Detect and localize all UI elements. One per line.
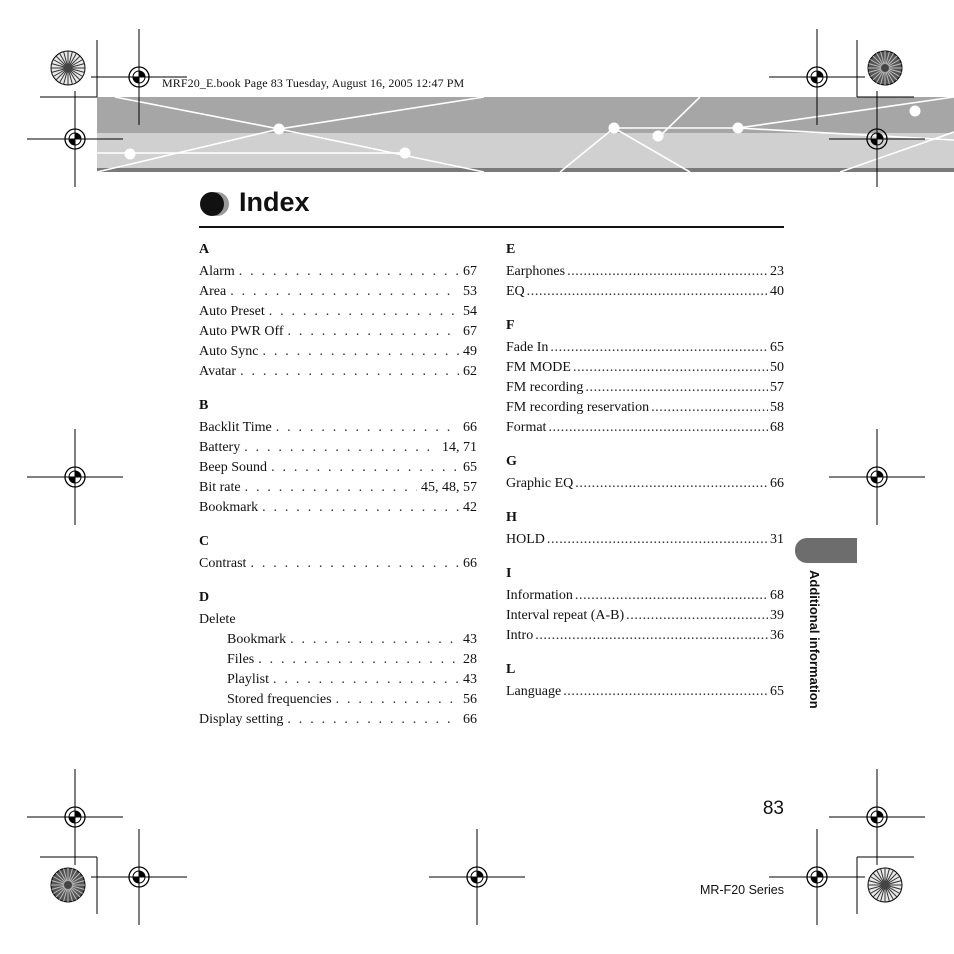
dot-leader (263, 342, 460, 362)
index-entry (199, 262, 477, 282)
index-page-ref: 67 (463, 264, 477, 279)
index-entry (506, 530, 784, 550)
index-column-right (506, 240, 784, 702)
index-letter: A (199, 242, 210, 257)
dot-leader (651, 398, 768, 418)
index-entry (506, 282, 784, 302)
color-wheel-icon (51, 51, 85, 85)
index-page-ref: 56 (463, 692, 477, 707)
index-page-ref: 65 (770, 340, 784, 355)
index-term: Delete (199, 612, 236, 627)
dot-leader (548, 418, 768, 438)
index-page-ref: 43 (463, 632, 477, 647)
index-entry (199, 438, 477, 458)
dot-leader (585, 378, 768, 398)
index-term: Alarm (199, 264, 235, 279)
index-letter: F (506, 318, 515, 333)
index-page-ref: 53 (463, 284, 477, 299)
index-term: FM MODE (506, 360, 571, 375)
index-page-ref: 66 (463, 712, 477, 727)
index-page-ref: 68 (770, 420, 784, 435)
dot-leader (575, 474, 768, 494)
index-entry (506, 398, 784, 418)
index-term: Format (506, 420, 547, 435)
dot-leader (547, 530, 768, 550)
index-entry (199, 322, 477, 342)
index-term: Playlist (227, 672, 270, 687)
index-term: Display setting (199, 712, 284, 727)
index-term: Bit rate (199, 480, 241, 495)
dot-leader (250, 554, 459, 574)
index-page-ref: 50 (770, 360, 784, 375)
index-page-ref: 58 (770, 400, 784, 415)
index-page-ref: 54 (463, 304, 477, 319)
index-entry (199, 342, 477, 362)
index-page-ref: 45, 48, 57 (421, 480, 477, 495)
index-entry (199, 710, 477, 730)
index-term: Interval repeat (A-B) (506, 608, 625, 623)
index-page-ref: 66 (770, 476, 784, 491)
dot-leader (262, 498, 459, 518)
series-name: MR-F20 Series (699, 883, 784, 897)
registration-target-icon (829, 769, 925, 865)
index-term: Files (227, 652, 255, 667)
index-entry (506, 338, 784, 358)
index-term: FM recording reservation (506, 400, 650, 415)
dot-leader (567, 262, 768, 282)
index-page-ref: 66 (463, 556, 477, 571)
index-letter: L (506, 662, 516, 677)
index-page-ref: 40 (770, 284, 784, 299)
registration-target-icon (429, 829, 525, 925)
index-page-ref: 28 (463, 652, 477, 667)
heading-bullet-icon (200, 191, 230, 217)
index-page-ref: 42 (463, 500, 477, 515)
index-letter: B (199, 398, 209, 413)
index-term: Beep Sound (199, 460, 268, 475)
index-page-ref: 57 (770, 380, 784, 395)
index-entry (199, 670, 477, 690)
index-term: Bookmark (227, 632, 287, 647)
index-page-ref: 23 (770, 264, 784, 279)
registration-target-icon (27, 429, 123, 525)
index-page-ref: 39 (770, 608, 784, 623)
dot-leader (273, 670, 459, 690)
color-wheel-icon (51, 868, 85, 902)
index-entry (506, 418, 784, 438)
index-letter: H (506, 510, 517, 525)
dot-leader (563, 682, 768, 702)
dot-leader (271, 458, 459, 478)
registration-target-icon (829, 429, 925, 525)
index-page-ref: 66 (463, 420, 477, 435)
index-entry (506, 586, 784, 606)
dot-leader (575, 586, 768, 606)
page-number: 83 (762, 798, 784, 819)
registration-target-icon (769, 829, 865, 925)
dot-leader (535, 626, 768, 646)
index-term: Language (506, 684, 562, 699)
file-info-line: MRF20_E.book Page 83 Tuesday, August 16, 2005 12:47 PM (162, 76, 465, 90)
index-term: Earphones (506, 264, 566, 279)
dot-leader (336, 690, 459, 710)
dot-leader (240, 362, 459, 382)
index-page-ref: 49 (463, 344, 477, 359)
dot-leader (626, 606, 768, 626)
index-term: HOLD (506, 532, 545, 547)
header-banner (97, 97, 954, 172)
index-term: Auto Sync (199, 344, 259, 359)
index-term: Avatar (199, 364, 237, 379)
page-title: Index (239, 187, 310, 217)
color-wheel-icon (868, 51, 902, 85)
index-entry (506, 262, 784, 282)
dot-leader (573, 358, 768, 378)
index-heading (199, 186, 784, 228)
index-term: Area (199, 284, 227, 299)
index-entry (199, 458, 477, 478)
index-entry (199, 302, 477, 322)
index-column-left (199, 240, 477, 730)
index-entry (199, 498, 477, 518)
dot-leader (288, 322, 459, 342)
index-entry (199, 690, 477, 710)
dot-leader (258, 650, 459, 670)
index-term: Fade In (506, 340, 549, 355)
index-entry (199, 282, 477, 302)
index-entry (199, 554, 477, 574)
dot-leader (244, 438, 438, 458)
index-term: Bookmark (199, 500, 259, 515)
index-page-ref: 36 (770, 628, 784, 643)
dot-leader (276, 418, 459, 438)
index-entry (199, 478, 477, 498)
index-entry (506, 626, 784, 646)
index-letter: I (506, 566, 512, 581)
index-term: Auto PWR Off (199, 324, 284, 339)
dot-leader (269, 302, 459, 322)
index-term: Stored frequencies (227, 692, 332, 707)
dot-leader (239, 262, 459, 282)
index-term: EQ (506, 284, 525, 299)
index-entry (506, 358, 784, 378)
index-term: Battery (199, 440, 241, 455)
dot-leader (287, 710, 459, 730)
dot-leader (550, 338, 768, 358)
dot-leader (230, 282, 459, 302)
index-entry (199, 650, 477, 670)
index-page-ref: 67 (463, 324, 477, 339)
index-term: Information (506, 588, 573, 603)
index-letter: C (199, 534, 210, 549)
index-entry (199, 610, 477, 630)
section-tab (795, 538, 857, 563)
index-entry (506, 606, 784, 626)
index-entry (199, 362, 477, 382)
section-label-text: Additional information (807, 570, 822, 709)
index-page-ref: 31 (770, 532, 784, 547)
registration-target-icon (27, 769, 123, 865)
dot-leader (527, 282, 768, 302)
index-term: Auto Preset (199, 304, 265, 319)
registration-target-icon (91, 829, 187, 925)
index-page-ref: 62 (463, 364, 477, 379)
index-term: Contrast (199, 556, 247, 571)
index-page-ref: 65 (463, 460, 477, 475)
dot-leader (290, 630, 459, 650)
index-entry (199, 418, 477, 438)
index-term: Intro (506, 628, 534, 643)
index-page-ref: 65 (770, 684, 784, 699)
index-term: FM recording (506, 380, 584, 395)
index-letter: E (506, 242, 516, 257)
index-page-ref: 68 (770, 588, 784, 603)
section-side-label (804, 570, 824, 740)
index-term: Graphic EQ (506, 476, 574, 491)
index-entry (506, 378, 784, 398)
index-entry (506, 682, 784, 702)
index-page-ref: 14, 71 (442, 440, 477, 455)
index-entry (506, 474, 784, 494)
index-letter: D (199, 590, 210, 605)
dot-leader (245, 478, 417, 498)
index-page-ref: 43 (463, 672, 477, 687)
index-term: Backlit Time (199, 420, 272, 435)
index-letter: G (506, 454, 517, 469)
color-wheel-icon (868, 868, 902, 902)
index-entry (199, 630, 477, 650)
